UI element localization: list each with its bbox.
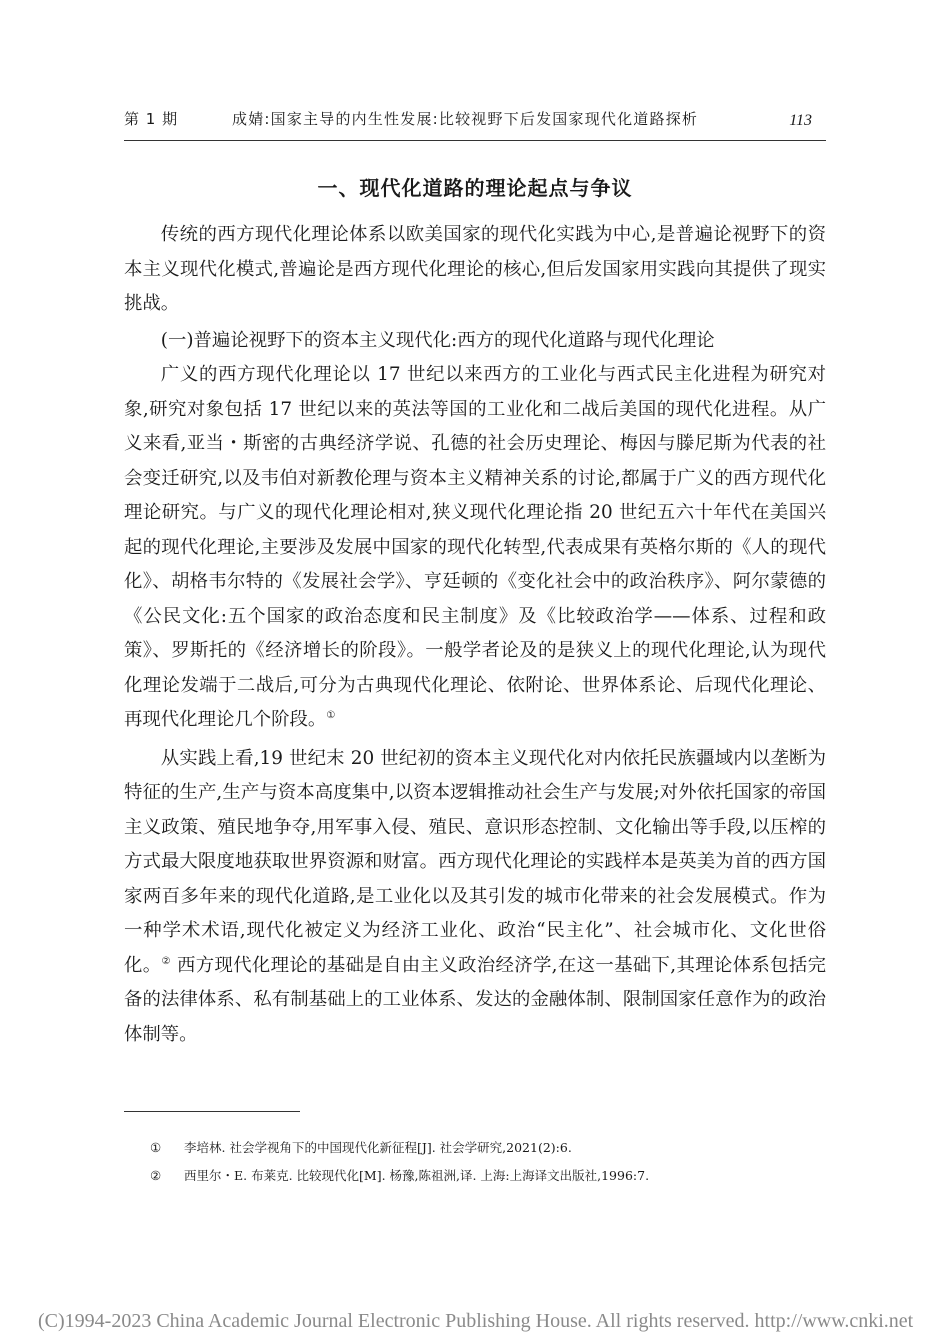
footnote-text: 西里尔・E. 布莱克. 比较现代化[M]. 杨豫,陈祖洲,译. 上海:上海译文出版社,1996:7. <box>184 1168 650 1183</box>
footnote-mark: ① <box>150 1140 162 1155</box>
footnote-ref-2[interactable]: ② <box>161 955 171 967</box>
footnotes <box>150 1134 826 1190</box>
paragraph-theory-text: 广义的西方现代化理论以 17 世纪以来西方的工业化与西式民主化进程为研究对象,研究对象包括 17 世纪以来的英法等国的工业化和二战后美国的现代化进程。从广义来看,亚当・斯密的古典经济学说、孔德的社会历史理论、梅因与滕尼斯为代表的社会变迁研究,以及韦伯对新教伦理与资本主义精神关系的讨论,都属于广义的西方现代化理论研究。与广义的现代化理论相对,狭义现代化理论指 20 世纪五六十年代在美国兴起的现代化理论,主要涉及发展中国家的现代化转型,代表成果有英格尔斯的《人的现代化》、胡格韦尔特的《发展社会学》、亨廷顿的《变化社会中的政治秩序》、阿尔蒙德的《公民文化:五个国家的政治态度和民主制度》及《比较政治学——体系、过程和政策》、罗斯托的《经济增长的阶段》。一般学者论及的是狭义上的现代化理论,认为现代化理论发端于二战后,可分为古典现代化理论、依附论、世界体系论、后现代化理论、再现代化理论几个阶段。 <box>124 364 826 730</box>
footnote-item <box>150 1134 826 1162</box>
footnote-divider <box>124 1111 300 1112</box>
footnote-mark: ② <box>150 1168 162 1183</box>
copyright-watermark: (C)1994-2023 China Academic Journal Electronic Publishing House. All rights reserved. http://www.cnki.net <box>38 1310 914 1332</box>
footnote-ref-1[interactable]: ① <box>326 709 336 721</box>
paragraph-practice <box>124 742 826 1053</box>
page-number: 113 <box>789 112 812 129</box>
footnote-text: 李培林. 社会学视角下的中国现代化新征程[J]. 社会学研究,2021(2):6. <box>184 1140 572 1155</box>
subsection-heading: (一)普遍论视野下的资本主义现代化:西方的现代化道路与现代化理论 <box>160 329 715 351</box>
paragraph-practice-text-b: 西方现代化理论的基础是自由主义政治经济学,在这一基础下,其理论体系包括完备的法律体系、私有制基础上的工业体系、发达的金融体制、限制国家任意作为的政治体制等。 <box>124 954 826 1045</box>
body-text <box>124 218 826 1052</box>
paragraph-theory <box>124 358 826 738</box>
paragraph-practice-text-a: 从实践上看,19 世纪末 20 世纪初的资本主义现代化对内依托民族疆域内以垄断为特征的生产,生产与资本高度集中,以资本逻辑推动社会生产与发展;对外依托国家的帝国主义政策、殖民地争夺,用军事入侵、殖民、意识形态控制、文化输出等手段,以压榨的方式最大限度地获取世界资源和财富。西方现代化理论的实践样本是英美为首的西方国家两百多年来的现代化道路,是工业化以及其引发的城市化带来的社会发展模式。作为一种学术术语,现代化被定义为经济工业化、政治“民主化”、社会城市化、文化世俗化。 <box>124 747 826 976</box>
section-title: 一、现代化道路的理论起点与争议 <box>317 176 633 200</box>
running-header <box>124 104 826 141</box>
paragraph-intro: 传统的西方现代化理论体系以欧美国家的现代化实践为中心,是普遍论视野下的资本主义现代化模式,普遍论是西方现代化理论的核心,但后发国家用实践向其提供了现实挑战。 <box>124 224 826 314</box>
issue-label: 第 1 期 <box>124 110 179 128</box>
running-title: 成婧:国家主导的内生性发展:比较视野下后发国家现代化道路探析 <box>232 110 699 128</box>
footnote-item <box>150 1162 826 1190</box>
